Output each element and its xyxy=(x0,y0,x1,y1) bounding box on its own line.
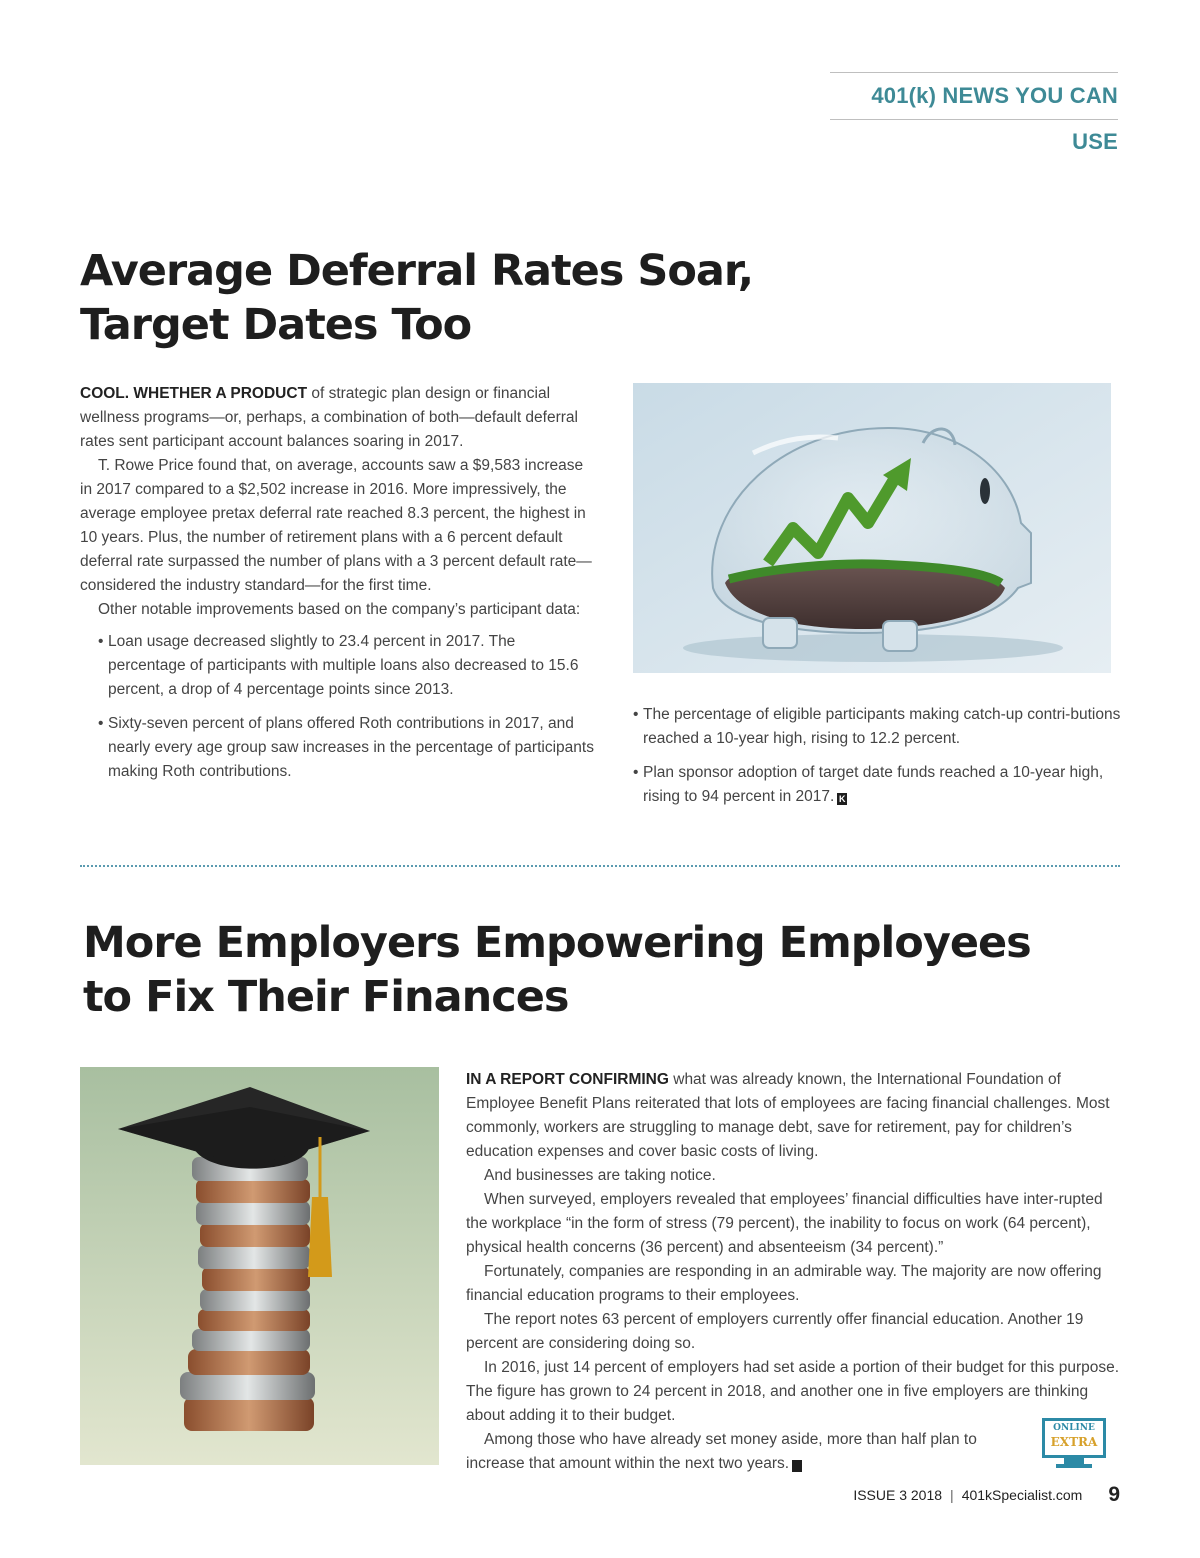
article2-p7-text: Among those who have already set money aside, more than half plan to increase that amount within the next two years. xyxy=(466,1431,977,1472)
issue-label: ISSUE 3 2018 xyxy=(853,1487,943,1503)
article1-title-line1: Average Deferral Rates Soar, xyxy=(80,246,754,296)
list-item xyxy=(633,761,1123,809)
end-mark-icon: K xyxy=(839,794,846,804)
online-extra-line2: EXTRA xyxy=(1050,1435,1098,1449)
article2-paragraph-4: Fortunately, companies are responding in an admirable way. The majority are now offering financial education programs to their employees. xyxy=(466,1263,1102,1304)
article2-p1-text: what was already known, the International Foundation of Employee Benefit Plans reiterated that lots of employees are facing financial challenges. Most commonly, workers are struggling to manage debt, save for retirement, pay for children’s education expenses and cover basic costs of living. xyxy=(466,1071,1110,1160)
monitor-screen xyxy=(1042,1418,1106,1458)
list-item: • The percentage of eligible participants making catch-up contri-butions reached a 10-year high, rising to 12.2 percent. xyxy=(633,703,1123,751)
article2-paragraph-5: The report notes 63 percent of employers currently offer financial education. Another 19 percent are considering doing so. xyxy=(466,1311,1084,1352)
article1-column-left xyxy=(80,382,595,794)
page-footer xyxy=(853,1480,1120,1510)
online-extra-line1: ONLINE xyxy=(1053,1423,1095,1433)
site-link[interactable]: 401kSpecialist.com xyxy=(961,1487,1083,1503)
article2-title xyxy=(83,916,1123,1024)
section-label: 401(k) NEWS YOU CAN USE xyxy=(830,72,1118,120)
list-item: • Loan usage decreased slightly to 23.4 percent in 2017. The percentage of participants with multiple loans also decreased to 15.6 percent, a drop of 4 percentage points since 2013. xyxy=(98,630,595,702)
section-divider xyxy=(80,865,1120,867)
article2-title-line1: More Employers Empowering Employees xyxy=(83,918,1031,968)
article1-title xyxy=(80,244,800,352)
footer-separator: | xyxy=(950,1487,954,1503)
online-extra-label xyxy=(1045,1421,1103,1455)
article1-paragraph-2: T. Rowe Price found that, on average, accounts saw a $9,583 increase in 2017 compared to a $2,502 increase in 2016. More impressively, the average employee pretax deferral rate reached 8.3 percent, the highest in 10 years. Plus, the number of retirement plans with a 6 percent default deferral rate surpassed the number of plans with a 3 percent default rate—considered the industry standard—for the first time. xyxy=(80,457,592,594)
page-number: 9 xyxy=(1108,1483,1120,1506)
article1-title-line2: Target Dates Too xyxy=(80,300,472,350)
piggy-bank-illustration xyxy=(633,383,1111,673)
article1-column-right xyxy=(633,703,1123,819)
graduation-cap-coins-image xyxy=(80,1067,439,1465)
article1-last-bullet-text: Plan sponsor adoption of target date funds reached a 10-year high, rising to 94 percent in 2017. xyxy=(643,764,1104,805)
article2-lead-in: IN A REPORT CONFIRMING xyxy=(466,1071,669,1088)
article1-bullet-list-right xyxy=(633,703,1123,809)
article2-paragraph-3: When surveyed, employers revealed that employees’ financial difficulties have inter-rupted the workplace “in the form of stress (79 percent), the inability to focus on work (64 percent), physical health concerns (36 percent) and absenteeism (34 percent).” xyxy=(466,1191,1103,1256)
article2-paragraph-6: In 2016, just 14 percent of employers had set aside a portion of their budget for this purpose. The figure has grown to 24 percent in 2018, and another one in five employers are thinking about adding it to their budget. xyxy=(466,1359,1120,1424)
piggy-bank-image xyxy=(633,383,1111,673)
coins-cap-illustration xyxy=(80,1067,439,1465)
article2-paragraph-1 xyxy=(466,1068,1126,1164)
end-mark-icon: K xyxy=(792,1460,802,1472)
article1-bullet-list-left xyxy=(80,630,595,784)
online-extra-icon[interactable] xyxy=(1042,1418,1106,1468)
article1-paragraph-1 xyxy=(80,382,595,454)
list-item: • Sixty-seven percent of plans offered Roth contributions in 2017, and nearly every age group saw increases in the percentage of participants making Roth contributions. xyxy=(98,712,595,784)
article1-lead-in: COOL. WHETHER A PRODUCT xyxy=(80,385,308,402)
article2-paragraph-7 xyxy=(466,1428,1126,1476)
article1-paragraph-3: Other notable improvements based on the company’s participant data: xyxy=(98,601,581,618)
article1-p1-text: of strategic plan design or financial wellness programs—or, perhaps, a combination of both—default deferral rates sent participant account balances soaring in 2017. xyxy=(80,385,578,450)
article2-paragraph-2: And businesses are taking notice. xyxy=(484,1167,716,1184)
article2-title-line2: to Fix Their Finances xyxy=(83,972,569,1022)
article2-column xyxy=(466,1068,1126,1476)
monitor-base xyxy=(1056,1464,1092,1468)
